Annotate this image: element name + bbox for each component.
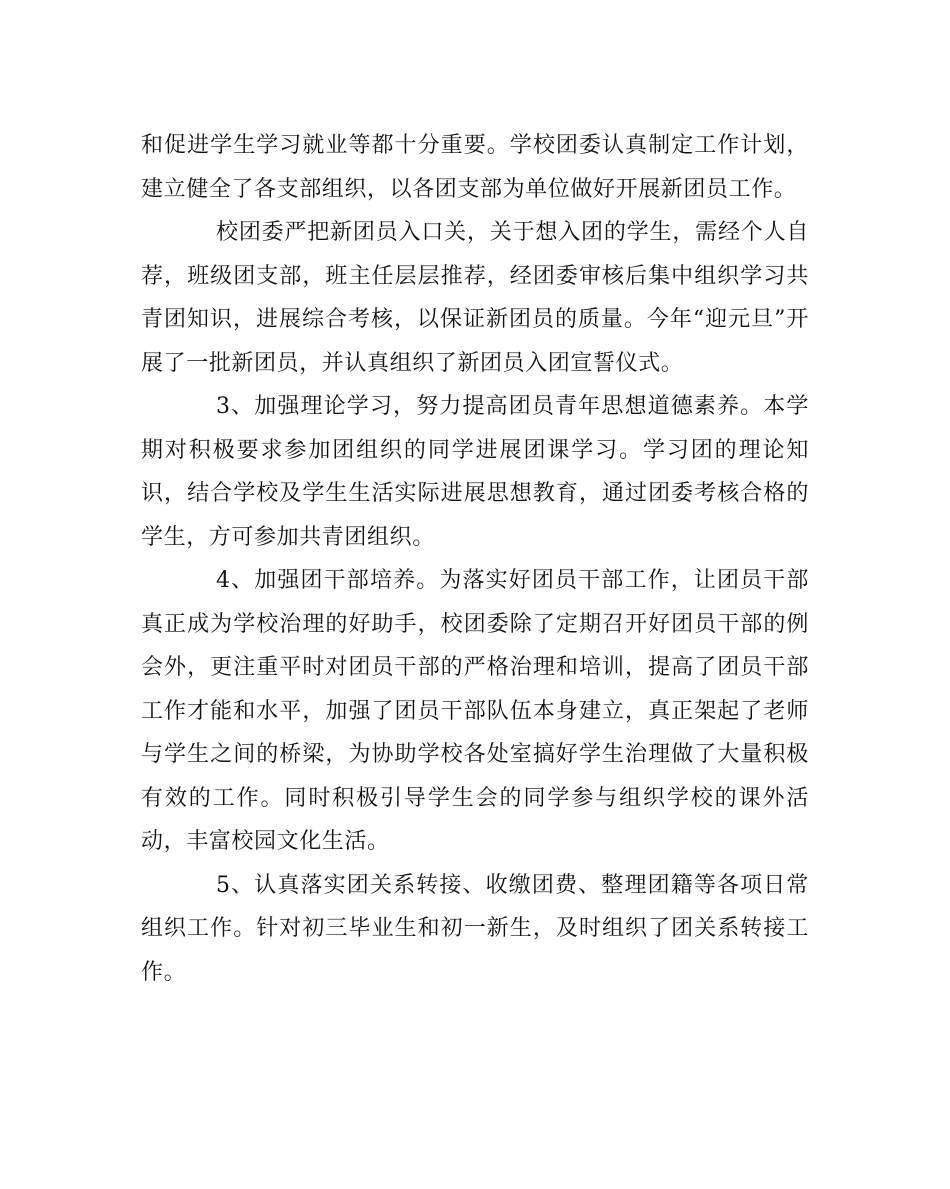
- paragraph-1: 和促进学生学习就业等都十分重要。学校团委认真制定工作计划，建立健全了各支部组织，以各团支部为单位做好开展新团员工作。: [141, 133, 809, 202]
- paragraph-2: 校团委严把新团员入口关，关于想入团的学生，需经个人自荐，班级团支部，班主任层层推荐，经团委审核后集中组织学习共青团知识，进展综合考核，以保证新团员的质量。今年“迎元旦”开展了一批新团员，并认真组织了新团员入团宣誓仪式。: [141, 220, 809, 376]
- document-body: [141, 124, 809, 994]
- paragraph-5: 5、认真落实团关系转接、收缴团费、整理团籍等各项日常组织工作。针对初三毕业生和初一新生，及时组织了团关系转接工作。: [141, 872, 809, 985]
- paragraph-3: 3、加强理论学习，努力提高团员青年思想道德素养。本学期对积极要求参加团组织的同学进展团课学习。学习团的理论知识，结合学校及学生生活实际进展思想教育，通过团委考核合格的学生，方可参加共青团组织。: [141, 394, 809, 550]
- paragraph-4: 4、加强团干部培养。为落实好团员干部工作，让团员干部真正成为学校治理的好助手，校团委除了定期召开好团员干部的例会外，更注重平时对团员干部的严格治理和培训，提高了团员干部工作才能和水平，加强了团员干部队伍本身建立，真正架起了老师与学生之间的桥梁，为协助学校各处室搞好学生治理做了大量积极有效的工作。同时积极引导学生会的同学参与组织学校的课外活动，丰富校园文化生活。: [141, 568, 809, 854]
